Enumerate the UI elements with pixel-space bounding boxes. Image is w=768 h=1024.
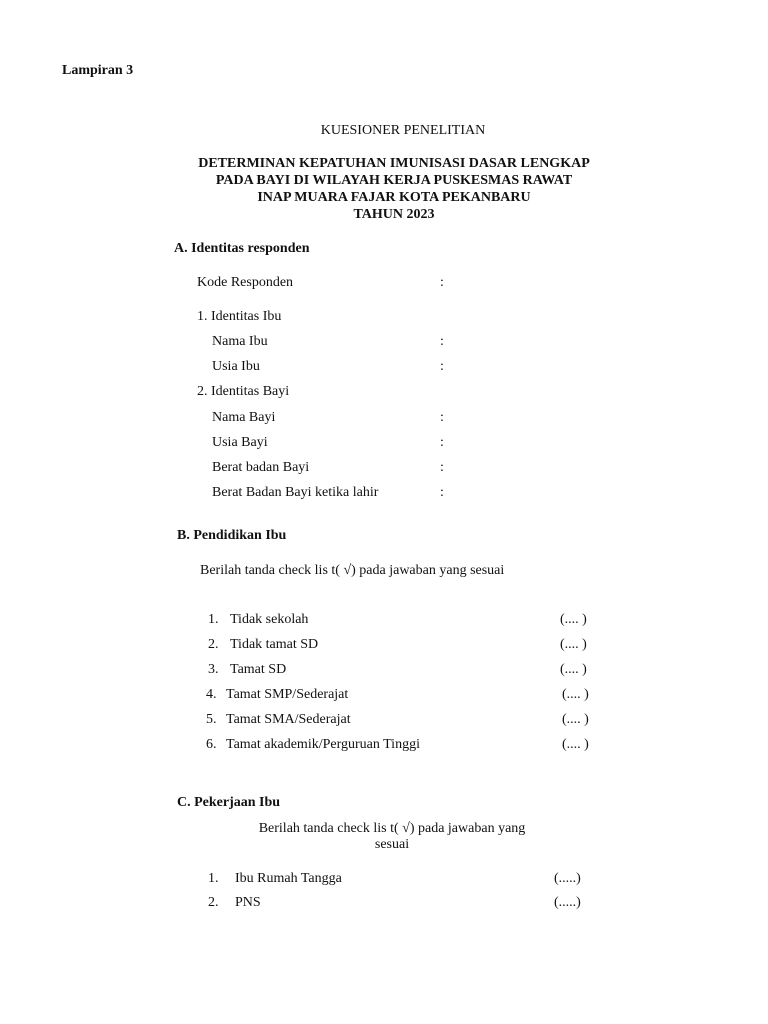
option-number: 5. [206,712,217,727]
option-number: 2. [208,895,219,910]
option-number: 1. [208,612,219,627]
check-box[interactable]: (.... ) [560,612,587,627]
option-number: 6. [206,737,217,752]
field-colon: : [440,359,444,374]
section-b-heading: B. Pendidikan Ibu [177,528,287,543]
field-colon: : [440,275,444,290]
section-c-heading: C. Pekerjaan Ibu [177,795,281,810]
section-b-instruction: Berilah tanda check lis t( √) pada jawaban yang sesuai [200,563,505,578]
option-label: Tamat SMP/Sederajat [226,687,349,702]
section-c-instruction-line-2: sesuai [374,837,410,852]
check-box[interactable]: (.... ) [562,687,589,702]
field-label: Berat Badan Bayi ketika lahir [212,485,379,500]
section-a-heading: A. Identitas responden [174,241,310,256]
check-box[interactable]: (.....) [554,871,581,886]
identitas-ibu-heading: 1. Identitas Ibu [197,309,282,324]
field-label: Kode Responden [197,275,294,290]
field-label: Nama Ibu [212,334,268,349]
option-label: Tamat akademik/Perguruan Tinggi [226,737,420,752]
option-number: 2. [208,637,219,652]
field-colon: : [440,334,444,349]
field-label: Berat badan Bayi [212,460,310,475]
document-title: KUESIONER PENELITIAN [320,123,486,138]
attachment-label: Lampiran 3 [62,63,134,78]
option-label: Tamat SMA/Sederajat [226,712,351,727]
option-number: 3. [208,662,219,677]
field-colon: : [440,410,444,425]
subtitle-line-1: DETERMINAN KEPATUHAN IMUNISASI DASAR LENGKAP [198,156,590,171]
identitas-bayi-heading: 2. Identitas Bayi [197,384,290,399]
field-colon: : [440,435,444,450]
option-label: Tidak tamat SD [230,637,319,652]
subtitle-line-3: INAP MUARA FAJAR KOTA PEKANBARU [257,190,531,205]
field-label: Nama Bayi [212,410,276,425]
field-label: Usia Ibu [212,359,260,374]
check-box[interactable]: (.... ) [560,662,587,677]
option-number: 1. [208,871,219,886]
check-box[interactable]: (.... ) [560,637,587,652]
subtitle-line-2: PADA BAYI DI WILAYAH KERJA PUSKESMAS RAWAT [215,173,573,188]
check-box[interactable]: (.... ) [562,712,589,727]
option-number: 4. [206,687,217,702]
field-label: Usia Bayi [212,435,268,450]
option-label: PNS [235,895,261,910]
field-colon: : [440,485,444,500]
option-label: Tidak sekolah [230,612,309,627]
check-box[interactable]: (.... ) [562,737,589,752]
check-box[interactable]: (.....) [554,895,581,910]
option-label: Tamat SD [230,662,287,677]
field-colon: : [440,460,444,475]
subtitle-line-4: TAHUN 2023 [353,207,435,222]
section-c-instruction-line-1: Berilah tanda check lis t( √) pada jawaban yang [258,821,526,836]
option-label: Ibu Rumah Tangga [235,871,342,886]
